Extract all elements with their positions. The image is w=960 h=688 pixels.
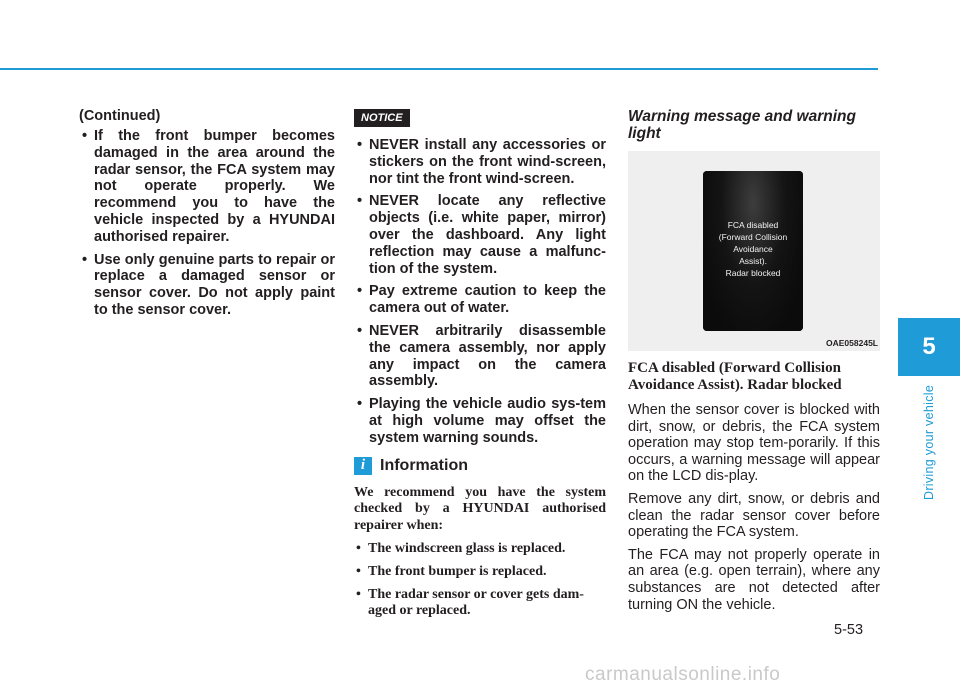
lcd-line: Assist). xyxy=(739,256,767,266)
notice-badge: NOTICE xyxy=(354,109,410,127)
header-rule xyxy=(0,68,878,70)
list-item: • The radar sensor or cover gets dam-aged or replaced. xyxy=(354,587,606,621)
bumper-bullet-list xyxy=(79,128,335,319)
list-item: • If the front bumper becomes damaged in the area around the radar sensor, the FCA system may not operate properly. We recommend you to have the vehicle inspected by a HYUNDAI authorised repairer. xyxy=(79,128,335,246)
list-item: • The windscreen glass is replaced. xyxy=(354,541,606,558)
list-item: • NEVER install any accessories or stickers on the front wind-screen, nor tint the front wind-screen. xyxy=(354,137,606,187)
list-item: • NEVER arbitrarily disassemble the camera assembly, nor apply any impact on the camera assembly. xyxy=(354,323,606,390)
list-item: • Pay extreme caution to keep the camera out of water. xyxy=(354,283,606,317)
list-item: • Playing the vehicle audio sys-tem at high volume may offset the system warning sounds. xyxy=(354,396,606,446)
information-intro: We recommend you have the system checked by a HYUNDAI authorised repairer when: xyxy=(354,484,606,534)
paragraph: Remove any dirt, snow, or debris and clean the radar sensor cover before operating the FCA system. xyxy=(628,490,880,541)
lcd-line: Radar blocked xyxy=(725,268,781,278)
list-item: • Use only genuine parts to repair or replace a damaged sensor or sensor cover. Do not apply paint to the sensor cover. xyxy=(79,252,335,319)
lcd-warning-figure xyxy=(628,151,880,351)
lcd-line: (Forward Collision xyxy=(718,232,788,242)
information-title: Information xyxy=(380,456,468,474)
column-3 xyxy=(628,108,880,619)
paragraph: When the sensor cover is blocked with dirt, snow, or debris, the FCA system operation may stop tem-porarily. If this occurs, a warning message will appear on the LCD dis-play. xyxy=(628,402,880,485)
column-1 xyxy=(79,108,335,325)
continued-label: (Continued) xyxy=(79,108,161,124)
page-number: 5-53 xyxy=(834,622,864,638)
information-list xyxy=(354,541,606,620)
lcd-line: Avoidance xyxy=(733,244,773,254)
info-icon: i xyxy=(354,457,372,475)
paragraph: The FCA may not properly operate in an area (e.g. open terrain), where any substances are not detected after turning ON the vehicle. xyxy=(628,546,880,613)
column-2 xyxy=(354,108,606,626)
fca-disabled-subheading: FCA disabled (Forward Collision Avoidance Assist). Radar blocked xyxy=(628,360,842,393)
watermark: carmanualsonline.info xyxy=(585,664,781,685)
information-header xyxy=(354,457,606,475)
notice-bullet-list xyxy=(354,137,606,447)
lcd-line: FCA disabled xyxy=(727,220,779,230)
list-item: • NEVER locate any reflective objects (i.e. white paper, mirror) over the dashboard. Any light reflection may cause a malfunc-tion of the system. xyxy=(354,193,606,277)
chapter-tab: 5 xyxy=(898,318,960,376)
figure-code: OAE058245L xyxy=(826,338,878,348)
section-title: Warning message and warning light xyxy=(628,108,856,142)
list-item: • The front bumper is replaced. xyxy=(354,564,606,581)
lcd-screen xyxy=(703,171,803,331)
chapter-label-text: Driving your vehicle xyxy=(922,384,936,500)
lcd-message xyxy=(703,219,803,279)
